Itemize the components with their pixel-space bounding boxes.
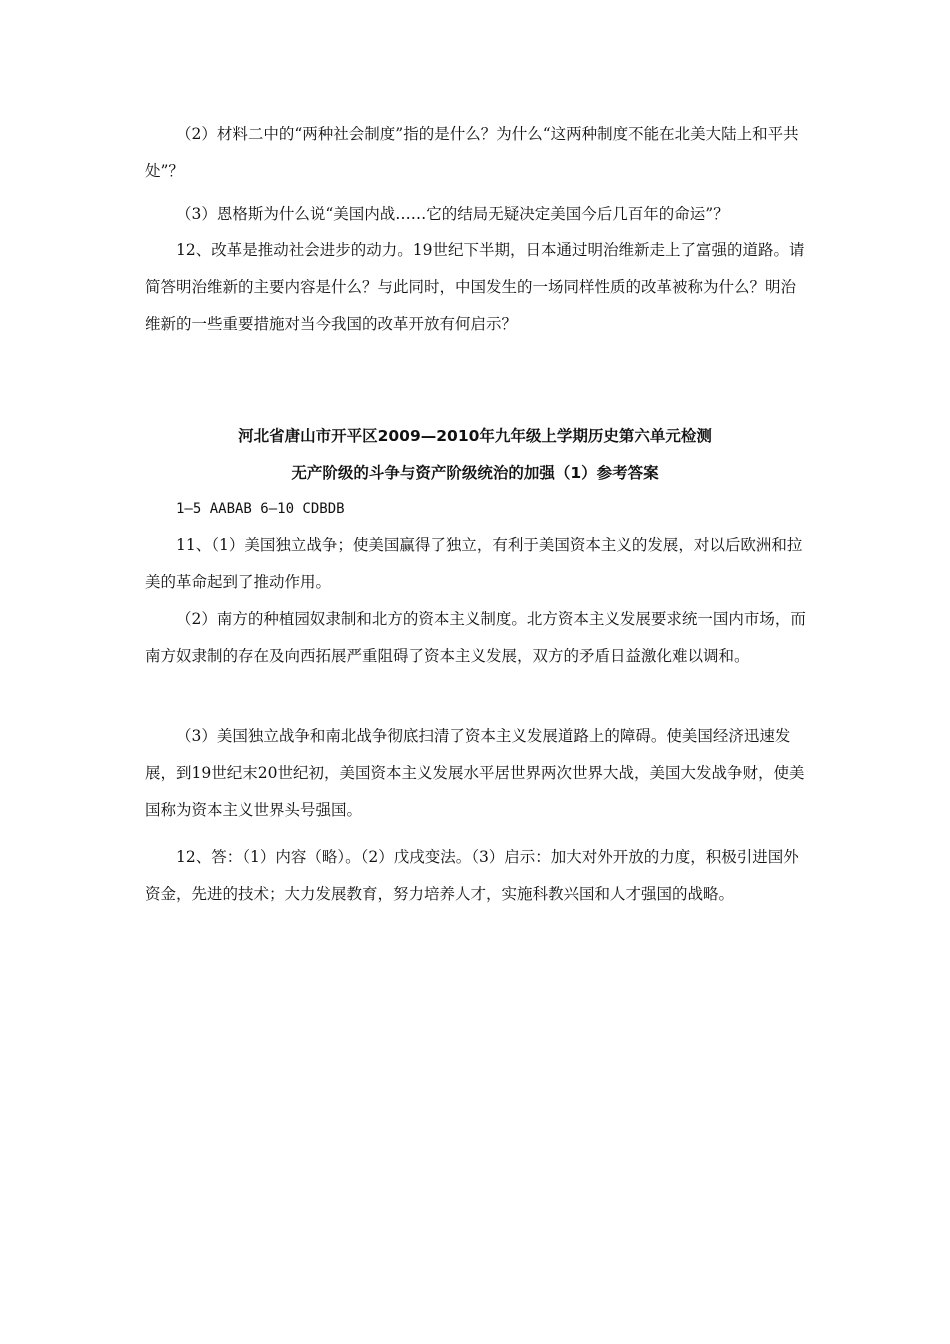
question-12: 12、改革是推动社会进步的动力。19世纪下半期，日本通过明治维新走上了富强的道路。请简答明治维新的主要内容是什么？与此同时，中国发生的一场同样性质的改革被称为什么？明治维新的一些重要措施对当今我国的改革开放有何启示？ xyxy=(145,241,805,333)
question-11-part-2: （2）材料二中的“两种社会制度”指的是什么？为什么“这两种制度不能在北美大陆上和平共处”？ xyxy=(145,125,799,180)
question-11-part-3: （3）恩格斯为什么说“美国内战……它的结局无疑决定美国今后几百年的命运”？ xyxy=(176,205,729,223)
answer-11-part-3: （3）美国独立战争和南北战争彻底扫清了资本主义发展道路上的障碍。使美国经济迅速发展，到19世纪末20世纪初，美国资本主义发展水平居世界两次世界大战，美国大发战争财，使美国称为资本主义世界头号强国。 xyxy=(145,727,805,819)
answer-title-line-1: 河北省唐山市开平区2009—2010年九年级上学期历史第六单元检测 xyxy=(238,427,712,445)
answer-11-part-1: 11、（1）美国独立战争；使美国赢得了独立，有利于美国资本主义的发展，对以后欧洲和拉美的革命起到了推动作用。 xyxy=(145,536,803,591)
answer-title-line-2: 无产阶级的斗争与资产阶级统治的加强（1）参考答案 xyxy=(291,464,659,482)
answer-12: 12、答：（1）内容（略）。（2）戊戌变法。（3）启示：加大对外开放的力度，积极引进国外资金，先进的技术；大力发展教育，努力培养人才，实施科教兴国和人才强国的战略。 xyxy=(145,848,799,903)
multiple-choice-answers: 1—5 AABAB 6—10 CDBDB xyxy=(176,501,345,517)
answer-11-part-2: （2）南方的种植园奴隶制和北方的资本主义制度。北方资本主义发展要求统一国内市场，而南方奴隶制的存在及向西拓展严重阻碍了资本主义发展，双方的矛盾日益激化难以调和。 xyxy=(145,610,806,665)
